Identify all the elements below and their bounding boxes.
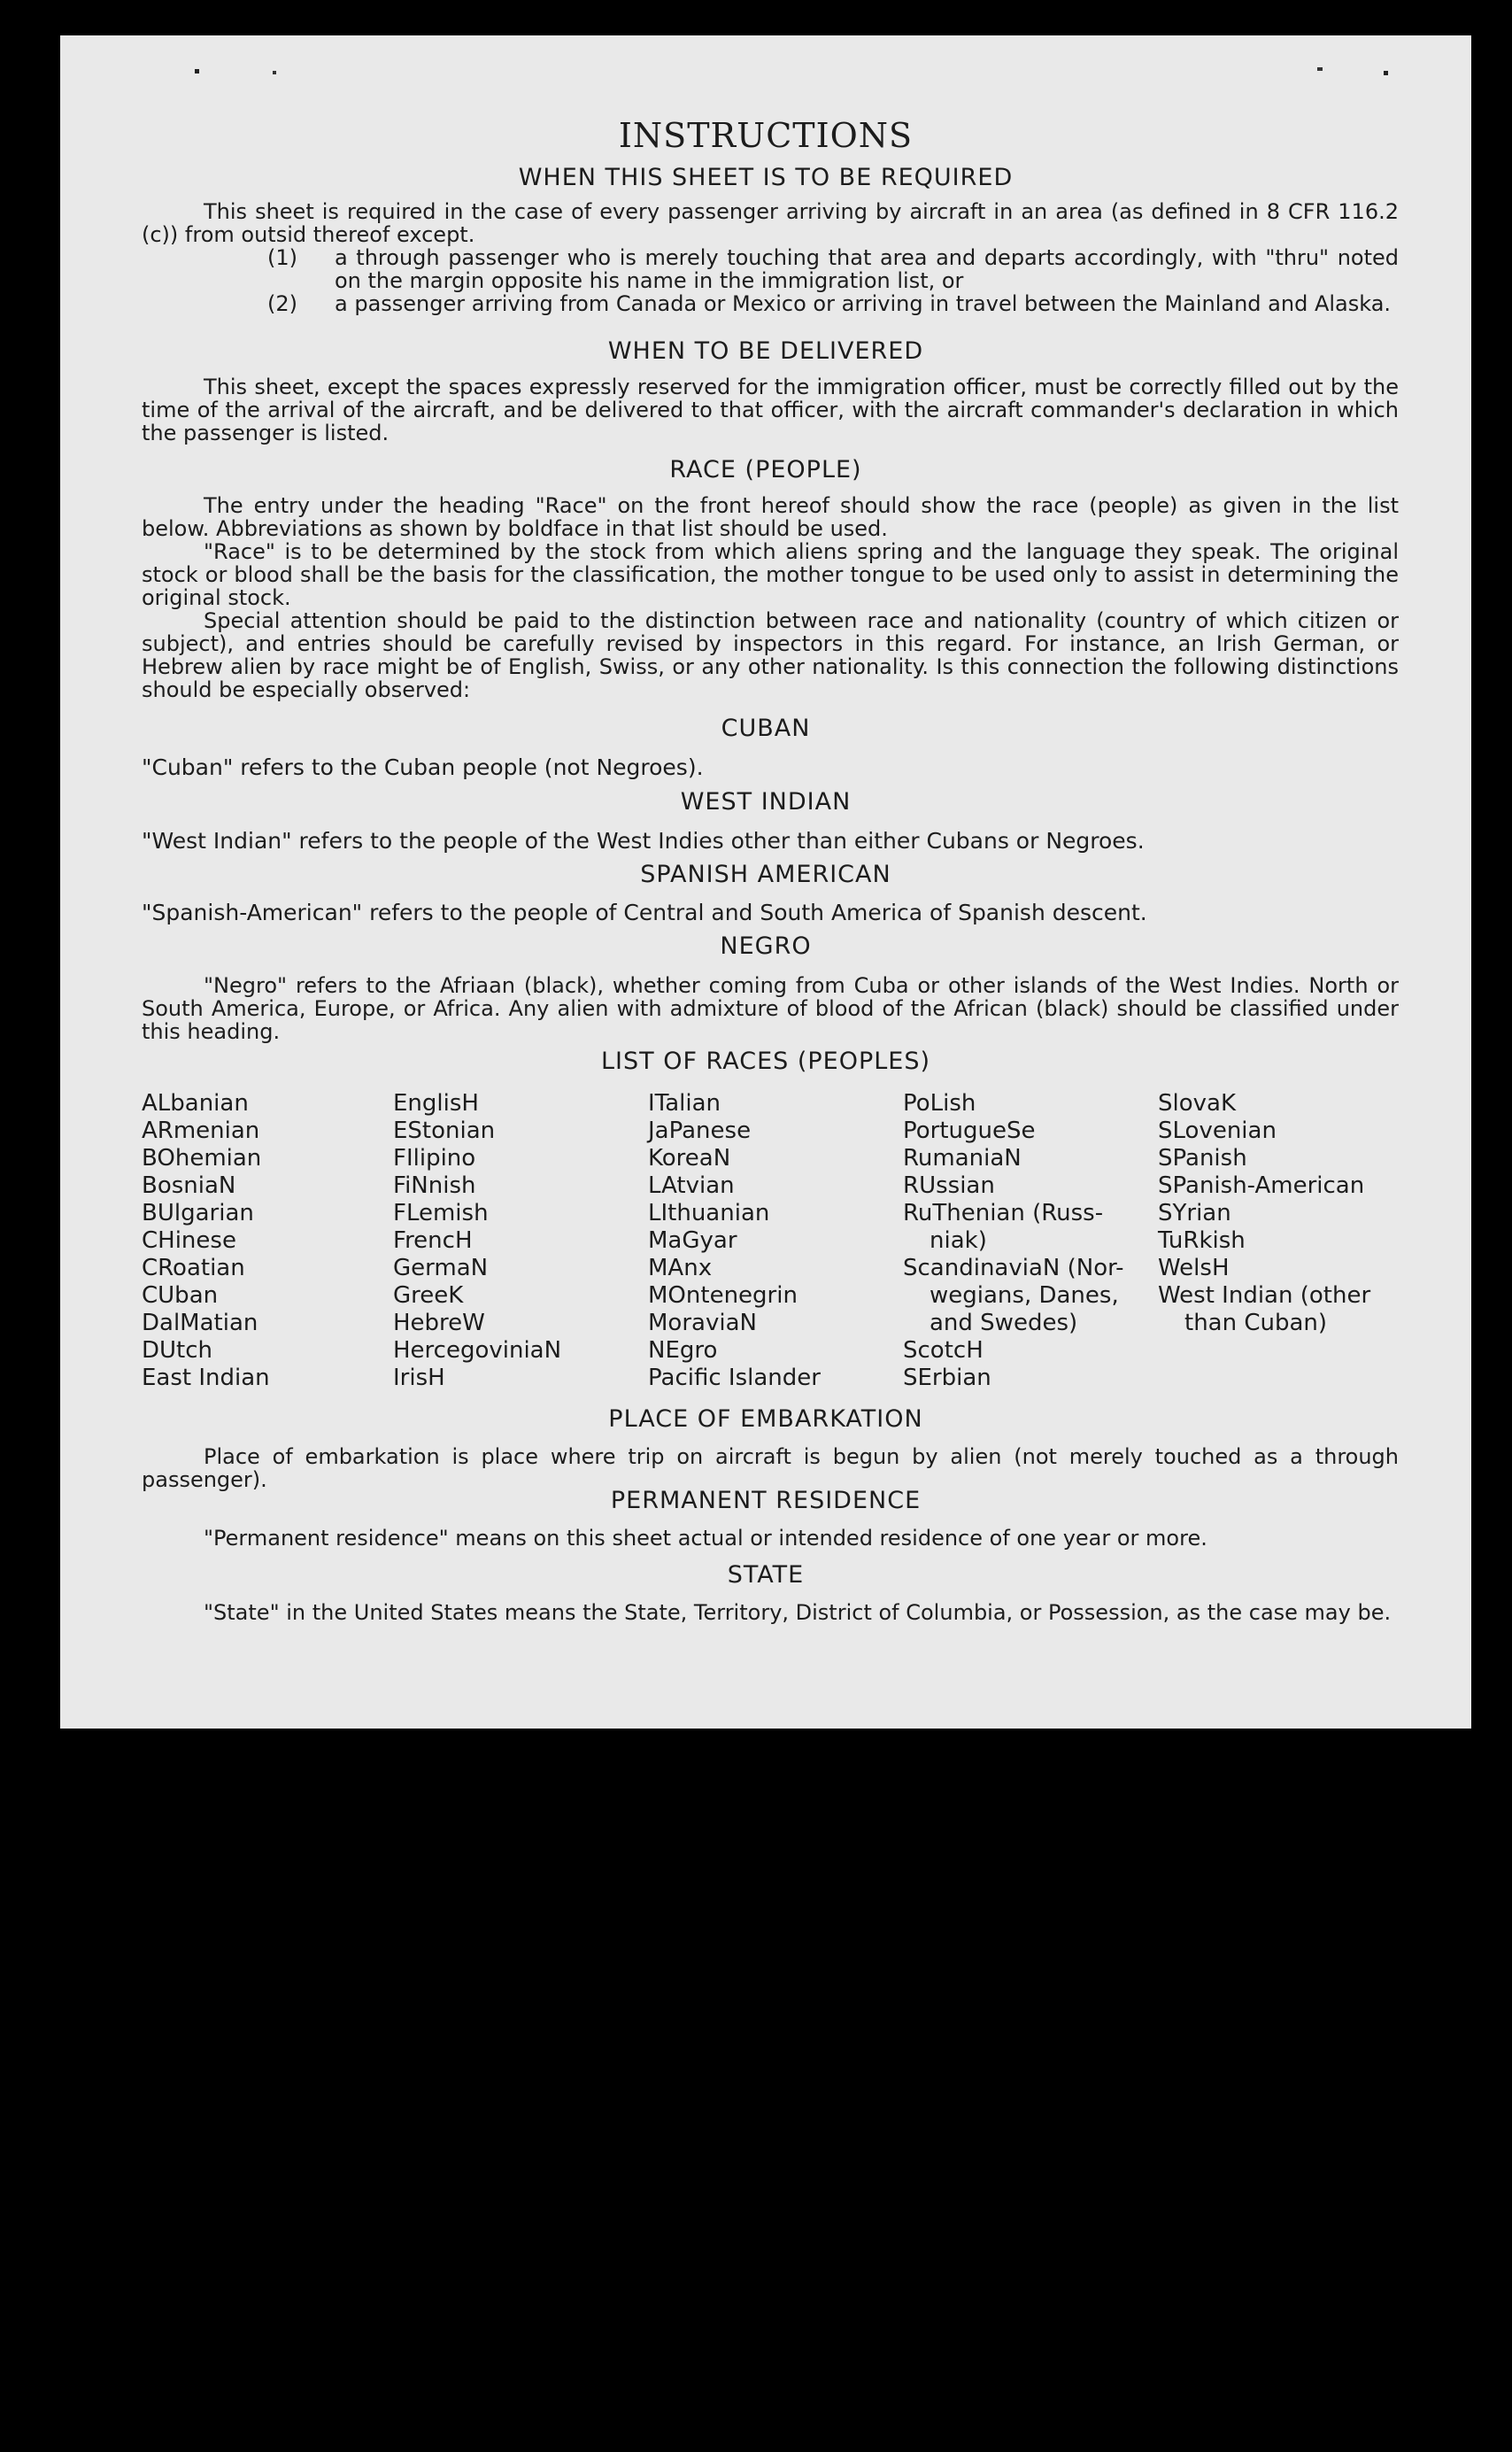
race-entry: EnglisH <box>393 1090 479 1117</box>
race-entry: BosniaN <box>142 1172 236 1199</box>
race-entry: BUlgarian <box>142 1200 254 1226</box>
race-entry: PoLish <box>903 1090 976 1117</box>
heading-when-delivered: WHEN TO BE DELIVERED <box>607 337 924 365</box>
section-cuban <box>142 756 1399 779</box>
section-state <box>142 1601 1399 1624</box>
section-permanent-residence <box>142 1527 1399 1550</box>
race-entry: RUssian <box>903 1172 995 1199</box>
race-entry: GermaN <box>393 1255 489 1281</box>
race-entry: TuRkish <box>1158 1227 1246 1254</box>
race-entry: FiNnish <box>393 1172 476 1199</box>
section-negro <box>142 974 1399 1043</box>
west-indian-text: "West Indian" refers to the people of the West Indies other than either Cubans or Negroes. <box>142 828 1145 854</box>
race-entry: MoraviaN <box>648 1310 757 1336</box>
item-text: a passenger arriving from Canada or Mexico or arriving in travel between the Mainland and Alaska. <box>335 291 1392 316</box>
race-entry: WelsH <box>1158 1255 1230 1281</box>
race-entry: wegians, Danes, <box>930 1282 1119 1309</box>
races-column-1 <box>142 1090 270 1392</box>
section-embarkation <box>142 1445 1399 1491</box>
race-entry: ITalian <box>648 1090 721 1117</box>
race-entry: FrencH <box>393 1227 473 1254</box>
race-entry: FLemish <box>393 1200 489 1226</box>
race-entry: MAnx <box>648 1255 713 1281</box>
section-delivered <box>142 375 1399 445</box>
section-race <box>142 494 1399 701</box>
race-entry: ARmenian <box>142 1118 260 1144</box>
race-entry: SlovaK <box>1158 1090 1237 1117</box>
race-entry: CRoatian <box>142 1255 245 1281</box>
race-entry: NEgro <box>648 1337 718 1364</box>
heading-spanish-american: SPANISH AMERICAN <box>640 861 891 888</box>
race-entry: West Indian (other <box>1158 1282 1371 1309</box>
race-entry: SYrian <box>1158 1200 1231 1226</box>
race-entry: CUban <box>142 1282 219 1309</box>
race-entry: LAtvian <box>648 1172 735 1199</box>
race-paragraph-3: Special attention should be paid to the distinction between race and nationality (country of which citizen or subject), and entries should be carefully revised by inspectors in this regard. For instance, an Irish German, or Hebrew alien by race might be of English, Swiss, or any other nationality. Is this connection the following distinctions should be especially observed: <box>142 608 1399 702</box>
race-entry: RumaniaN <box>903 1145 1022 1172</box>
instruction-sheet <box>60 35 1471 1729</box>
race-entry: PortugueSe <box>903 1118 1036 1144</box>
races-column-4 <box>903 1090 1124 1392</box>
race-entry: LIthuanian <box>648 1200 770 1226</box>
delivered-text: This sheet, except the spaces expressly reserved for the immigration officer, must be correctly filled out by the time of the arrival of the aircraft, and be delivered to that officer, with the aircraft commander's declaration in which the passenger is listed. <box>142 375 1399 445</box>
race-entry: RuThenian (Russ- <box>903 1200 1104 1226</box>
race-entry: DalMatian <box>142 1310 258 1336</box>
heading-west-indian: WEST INDIAN <box>680 788 852 816</box>
heading-race: RACE (PEOPLE) <box>669 456 862 483</box>
race-entry: EStonian <box>393 1118 496 1144</box>
race-entry: and Swedes) <box>930 1310 1078 1336</box>
race-entry: East Indian <box>142 1365 270 1391</box>
race-entry: ScandinaviaN (Nor- <box>903 1255 1124 1281</box>
race-entry: Pacific Islander <box>648 1365 821 1391</box>
heading-when-required: WHEN THIS SHEET IS TO BE REQUIRED <box>518 164 1014 191</box>
item-text: a through passenger who is merely touching that area and departs accordingly, with "thru" noted on the margin opposite his name in the immigration list, or <box>335 245 1399 293</box>
item-number: (1) <box>267 245 297 270</box>
cuban-text: "Cuban" refers to the Cuban people (not Negroes). <box>142 754 704 780</box>
embarkation-text: Place of embarkation is place where trip on aircraft is begun by alien (not merely touched as a through passenger). <box>142 1444 1399 1492</box>
heading-state: STATE <box>727 1561 805 1589</box>
race-entry: CHinese <box>142 1227 236 1254</box>
race-entry: niak) <box>930 1227 987 1254</box>
scan-speck <box>1317 67 1323 71</box>
scan-speck <box>273 71 276 74</box>
race-entry: GreeK <box>393 1282 464 1309</box>
heading-list-of-races: LIST OF RACES (PEOPLES) <box>600 1048 931 1075</box>
heading-embarkation: PLACE OF EMBARKATION <box>608 1405 923 1433</box>
state-text: "State" in the United States means the State, Territory, District of Columbia, or Possession, as the case may be. <box>204 1600 1392 1625</box>
race-entry: HebreW <box>393 1310 485 1336</box>
race-entry: MaGyar <box>648 1227 737 1254</box>
race-entry: MOntenegrin <box>648 1282 798 1309</box>
races-column-3 <box>648 1090 821 1392</box>
page-title: INSTRUCTIONS <box>618 116 914 155</box>
race-paragraph-1: The entry under the heading "Race" on the front hereof should show the race (people) as given in the list below. Abbreviations as shown by boldface in that list should be used. <box>142 493 1399 541</box>
section-required <box>142 200 1399 315</box>
race-entry: SErbian <box>903 1365 991 1391</box>
race-entry: DUtch <box>142 1337 213 1364</box>
race-entry: SLovenian <box>1158 1118 1277 1144</box>
race-entry: than Cuban) <box>1184 1310 1328 1336</box>
section-west-indian <box>142 830 1399 853</box>
scan-speck <box>195 69 199 73</box>
required-intro: This sheet is required in the case of every passenger arriving by aircraft in an area (as defined in 8 CFR 116.2 (c)) from outsid thereof except. <box>142 199 1399 247</box>
races-column-2 <box>393 1090 561 1392</box>
heading-permanent-residence: PERMANENT RESIDENCE <box>610 1487 922 1514</box>
heading-cuban: CUBAN <box>721 715 811 742</box>
race-entry: ScotcH <box>903 1337 984 1364</box>
race-entry: IrisH <box>393 1365 445 1391</box>
required-item-2 <box>142 292 1399 315</box>
section-spanish-american <box>142 901 1399 924</box>
race-entry: FIlipino <box>393 1145 476 1172</box>
required-item-1 <box>142 246 1399 292</box>
item-number: (2) <box>267 291 297 316</box>
race-paragraph-2: "Race" is to be determined by the stock from which aliens spring and the language they speak. The original stock or blood shall be the basis for the classification, the mother tongue to be used only to assist in determining the original stock. <box>142 539 1399 610</box>
residence-text: "Permanent residence" means on this sheet actual or intended residence of one year or more. <box>204 1526 1207 1551</box>
race-entry: ALbanian <box>142 1090 249 1117</box>
scan-speck <box>1384 71 1388 75</box>
races-column-5 <box>1158 1090 1370 1337</box>
race-entry: KoreaN <box>648 1145 731 1172</box>
race-entry: JaPanese <box>648 1118 752 1144</box>
negro-text: "Negro" refers to the Afriaan (black), whether coming from Cuba or other islands of the West Indies. North or South America, Europe, or Africa. Any alien with admixture of blood of the African (black) should be classified under this heading. <box>142 973 1399 1044</box>
race-entry: SPanish <box>1158 1145 1247 1172</box>
race-entry: SPanish-American <box>1158 1172 1365 1199</box>
spanish-american-text: "Spanish-American" refers to the people of Central and South America of Spanish descent. <box>142 900 1147 925</box>
race-entry: HercegoviniaN <box>393 1337 562 1364</box>
heading-negro: NEGRO <box>720 932 812 960</box>
race-entry: BOhemian <box>142 1145 262 1172</box>
